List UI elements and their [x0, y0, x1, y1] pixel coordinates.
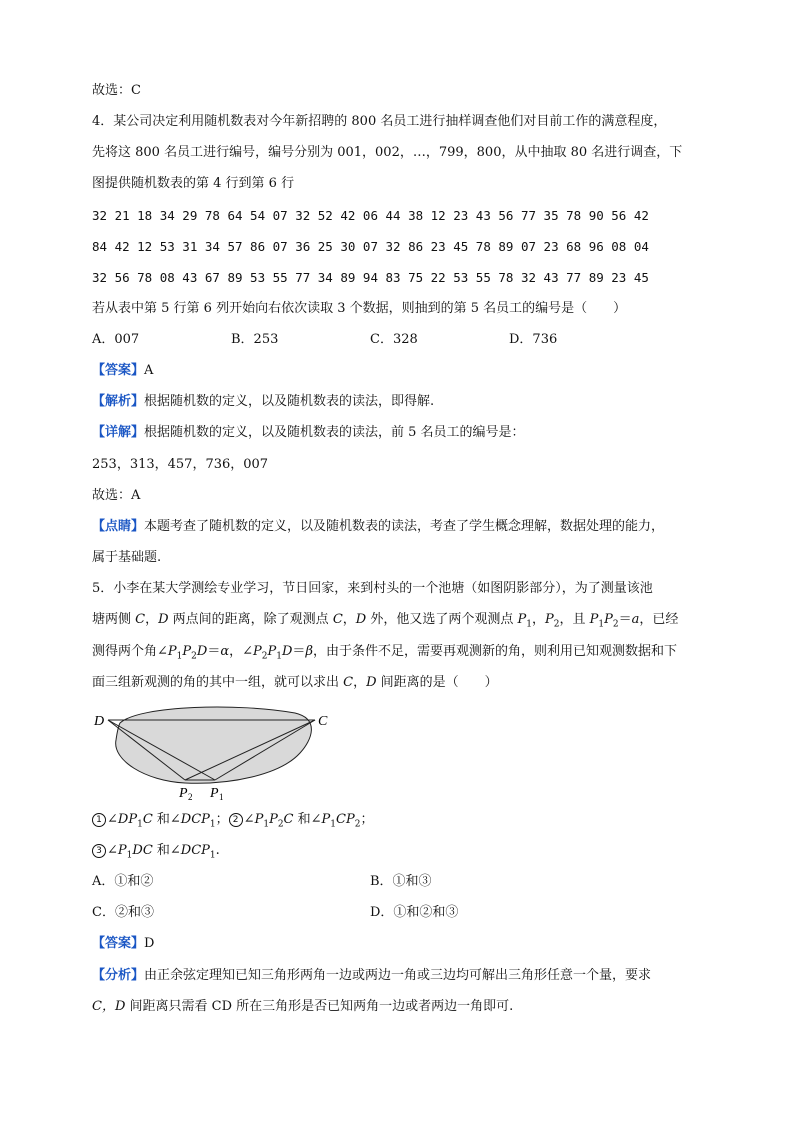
circled-3: 3: [92, 844, 106, 858]
q5-option-d: D．①和②和③: [370, 905, 459, 920]
analysis-5-text-2: 间距离只需看 CD 所在三角形是否已知两角一边或者两边一角即可.: [125, 999, 514, 1014]
question-5-line-2: 塘两侧 C，D 两点间的距离，除了观测点 C，D 外，他又选了两个观测点 $P_1$，$P_2$，且 $P_1P_2=a$，已经: [92, 612, 679, 630]
answer-5-value: D: [144, 936, 155, 951]
option-a: A．007: [92, 332, 140, 347]
answer-5-tag: 【答案】: [92, 936, 145, 951]
option-d: D．736: [509, 332, 558, 347]
label-p1: P: [210, 786, 219, 801]
comment-text: 本题考查了随机数的定义，以及随机数表的读法，考查了学生概念理解，数据处理的能力，: [144, 519, 665, 534]
comment-line: [92, 518, 664, 536]
detail-line: [92, 424, 525, 442]
circled-2: 2: [229, 813, 243, 827]
question-4-line-1: 4．某公司决定利用随机数表对今年新招聘的 800 名员工进行抽样调查他们对目前工作的满意程度，: [92, 114, 667, 129]
analysis-5-line-2: [92, 998, 513, 1016]
comment-tag: 【点睛】: [92, 519, 145, 534]
analysis-5-points: C，D: [92, 999, 126, 1014]
label-p2-sub: 2: [188, 792, 193, 802]
question-5-line-3: 测得两个角$\angle P_1P_2D=\alpha$，$\angle P_2P_1D=\beta$，由于条件不足，需要再观测新的角，则利用已知观测数据和下: [92, 644, 677, 662]
question-4-line-4: 若从表中第 5 行第 6 列开始向右依次读取 3 个数据，则抽到的第 5 名员工的编号是（ ）: [92, 301, 627, 316]
analysis-5-text: 由正余弦定理知已知三角形两角一边或两边一角或三边均可解出三角形任意一个量，要求: [144, 968, 652, 983]
random-table-row-6: 32 56 78 08 43 67 89 53 55 77 34 89 94 83 75 22 53 55 78 32 43 77 89 23 45: [92, 270, 649, 285]
question-4-line-2: 先将这 800 名员工进行编号，编号分别为 001，002，…，799，800，从中抽取 80 名进行调查，下: [92, 145, 683, 160]
label-c: C: [318, 714, 328, 729]
q5-option-b: B．①和③: [370, 874, 432, 889]
pond-shape: [116, 707, 312, 783]
detail-tag: 【详解】: [92, 425, 145, 440]
question-4-line-3: 图提供随机数表的第 4 行到第 6 行: [92, 176, 295, 191]
option-b: B．253: [231, 332, 279, 347]
text-line: 故选：C: [92, 83, 141, 98]
detail-text: 根据随机数的定义，以及随机数表的读法，前 5 名员工的编号是：: [144, 425, 525, 440]
analysis-text: 根据随机数的定义，以及随机数表的读法，即得解.: [144, 394, 435, 409]
label-p2: P: [179, 786, 188, 801]
random-table-row-4: 32 21 18 34 29 78 64 54 07 32 52 42 06 44 38 12 23 43 56 77 35 78 90 56 42: [92, 208, 649, 223]
q5-option-c: C．②和③: [92, 905, 154, 920]
answer-value: A: [144, 363, 154, 378]
circled-1: 1: [92, 813, 106, 827]
comment-line-2: 属于基础题.: [92, 550, 162, 565]
answer-tag: 【答案】: [92, 363, 145, 378]
label-p1-sub: 1: [219, 792, 224, 802]
analysis-5-line: [92, 967, 651, 985]
option-c: C．328: [370, 332, 418, 347]
pond-figure: [90, 705, 350, 805]
analysis-tag: 【解析】: [92, 394, 145, 409]
answer-line: [92, 362, 153, 380]
random-table-row-5: 84 42 12 53 31 34 57 86 07 36 25 30 07 32 86 23 45 78 89 07 23 68 96 08 04: [92, 239, 649, 254]
analysis-5-tag: 【分析】: [92, 968, 145, 983]
label-d: D: [94, 714, 105, 729]
selection-line: 故选：A: [92, 488, 141, 503]
q5-option-a: A．①和②: [92, 874, 154, 889]
answer-5-line: [92, 935, 154, 953]
question-5-line-4: 面三组新观测的角的其中一组，就可以求出 C，D 间距离的是（ ）: [92, 675, 498, 690]
question-5-line-1: 5．小李在某大学测绘专业学习，节日回家，来到村头的一个池塘（如图阴影部分），为了测量该池: [92, 581, 653, 596]
detail-numbers: 253，313，457，736，007: [92, 457, 269, 472]
choice-list-line-2: 3 $\angle P_1DC$ 和$\angle DCP_1$.: [92, 842, 220, 865]
analysis-line: [92, 393, 434, 411]
choice-list-line-1: 1 $\angle DP_1C$ 和$\angle DCP_1$； 2 $\angle P_1P_2C$ 和$\angle P_1CP_2$；: [92, 811, 373, 834]
